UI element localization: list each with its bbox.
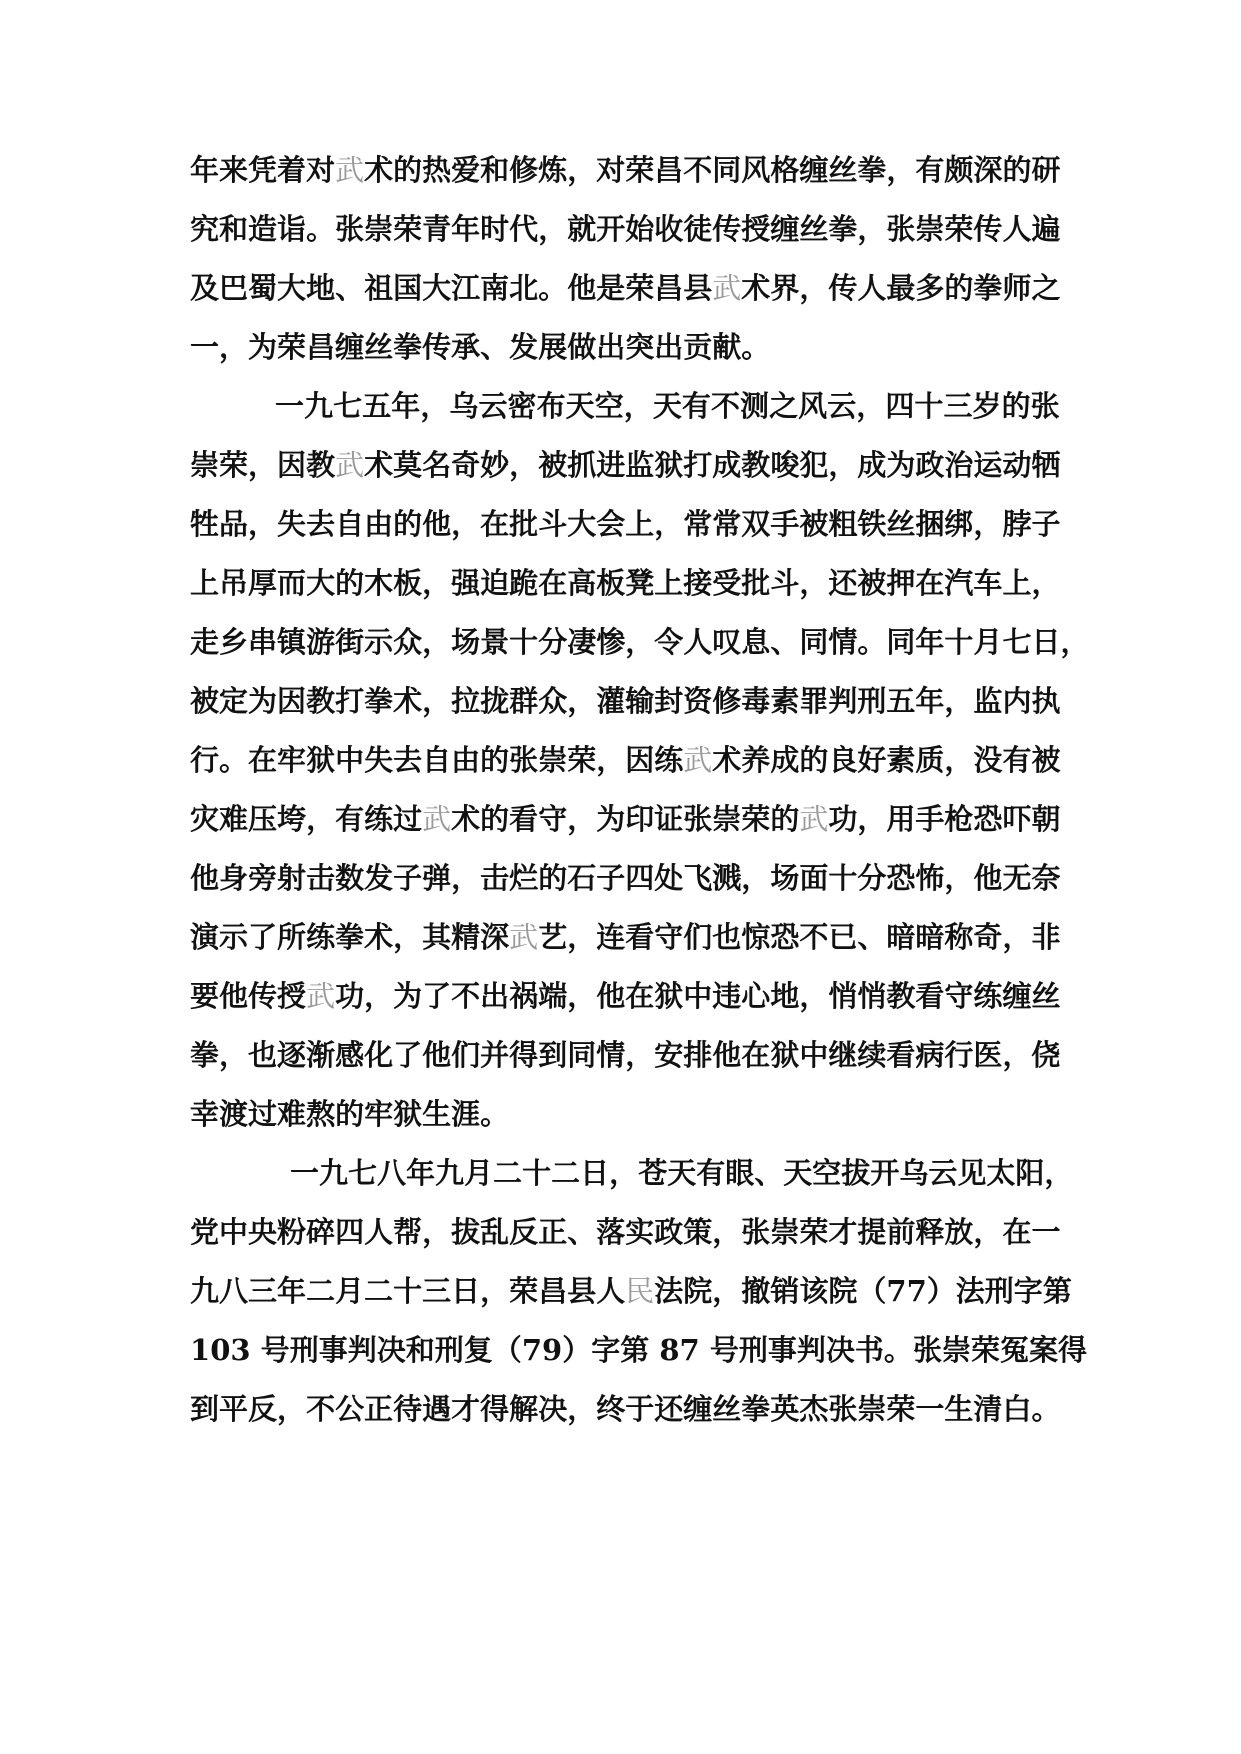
text-line: 及巴蜀大地、祖国大江南北。他是荣昌县武术界，传人最多的拳师之 (190, 271, 1061, 305)
text-line: 党中央粉碎四人帮，拔乱反正、落实政策，张崇荣才提前释放，在一 (190, 1215, 1061, 1249)
text-line: 103 号刑事判决和刑复（79）字第 87 号刑事判决书。张崇荣冤案得 (190, 1333, 1088, 1367)
highlighted-char: 民 (625, 1274, 655, 1308)
text-line: 拳，也逐渐感化了他们并得到同情，安排他在狱中继续看病行医，侥 (190, 1038, 1061, 1072)
text-line: 他身旁射击数发子弹，击烂的石子四处飞溅，场面十分恐怖，他无奈 (190, 861, 1061, 895)
text-line: 九八三年二月二十三日，荣昌县人民法院，撤销该院（77）法刑字第 (190, 1274, 1072, 1308)
highlighted-char: 武 (683, 743, 713, 777)
text-line: 究和造诣。张崇荣青年时代，就开始收徒传授缠丝拳，张崇荣传人遍 (190, 212, 1061, 246)
highlighted-char: 武 (712, 271, 742, 305)
text-line: 年来凭着对武术的热爱和修炼，对荣昌不同风格缠丝拳，有颇深的研 (190, 153, 1061, 187)
paragraph-first-line: 一九七五年，乌云密布天空，天有不测之风云，四十三岁的张 (275, 389, 1060, 423)
text-line: 走乡串镇游街示众，场景十分凄惨，令人叹息、同情。同年十月七日， (190, 625, 1090, 659)
paragraph-first-line: 一九七八年九月二十二日，苍天有眼、天空拔开乌云见太阳， (290, 1156, 1074, 1190)
text-line: 上吊厚而大的木板，强迫跪在高板凳上接受批斗，还被押在汽车上， (190, 566, 1061, 600)
highlighted-char: 武 (799, 802, 829, 836)
text-line: 一，为荣昌缠丝拳传承、发展做出突出贡献。 (190, 330, 771, 364)
highlighted-char: 武 (509, 920, 539, 954)
highlighted-char: 武 (422, 802, 452, 836)
text-line: 崇荣，因教武术莫名奇妙，被抓进监狱打成教唆犯，成为政治运动牺 (190, 448, 1061, 482)
text-line: 牲品，失去自由的他，在批斗大会上，常常双手被粗铁丝捆绑，脖子 (190, 507, 1061, 541)
text-line: 演示了所练拳术，其精深武艺，连看守们也惊恐不已、暗暗称奇，非 (190, 920, 1061, 954)
text-line: 到平反，不公正待遇才得解决，终于还缠丝拳英杰张崇荣一生清白。 (190, 1392, 1061, 1426)
text-line: 幸渡过难熬的牢狱生涯。 (190, 1097, 510, 1131)
text-line: 灾难压垮，有练过武术的看守，为印证张崇荣的武功，用手枪恐吓朝 (190, 802, 1061, 836)
highlighted-char: 武 (335, 153, 365, 187)
highlighted-char: 武 (335, 448, 365, 482)
text-line: 行。在牢狱中失去自由的张崇荣，因练武术养成的良好素质，没有被 (190, 743, 1061, 777)
text-line: 要他传授武功，为了不出祸端，他在狱中违心地，悄悄教看守练缠丝 (190, 979, 1061, 1013)
text-line: 被定为因教打拳术，拉拢群众，灌输封资修毒素罪判刑五年，监内执 (190, 684, 1061, 718)
highlighted-char: 武 (306, 979, 336, 1013)
